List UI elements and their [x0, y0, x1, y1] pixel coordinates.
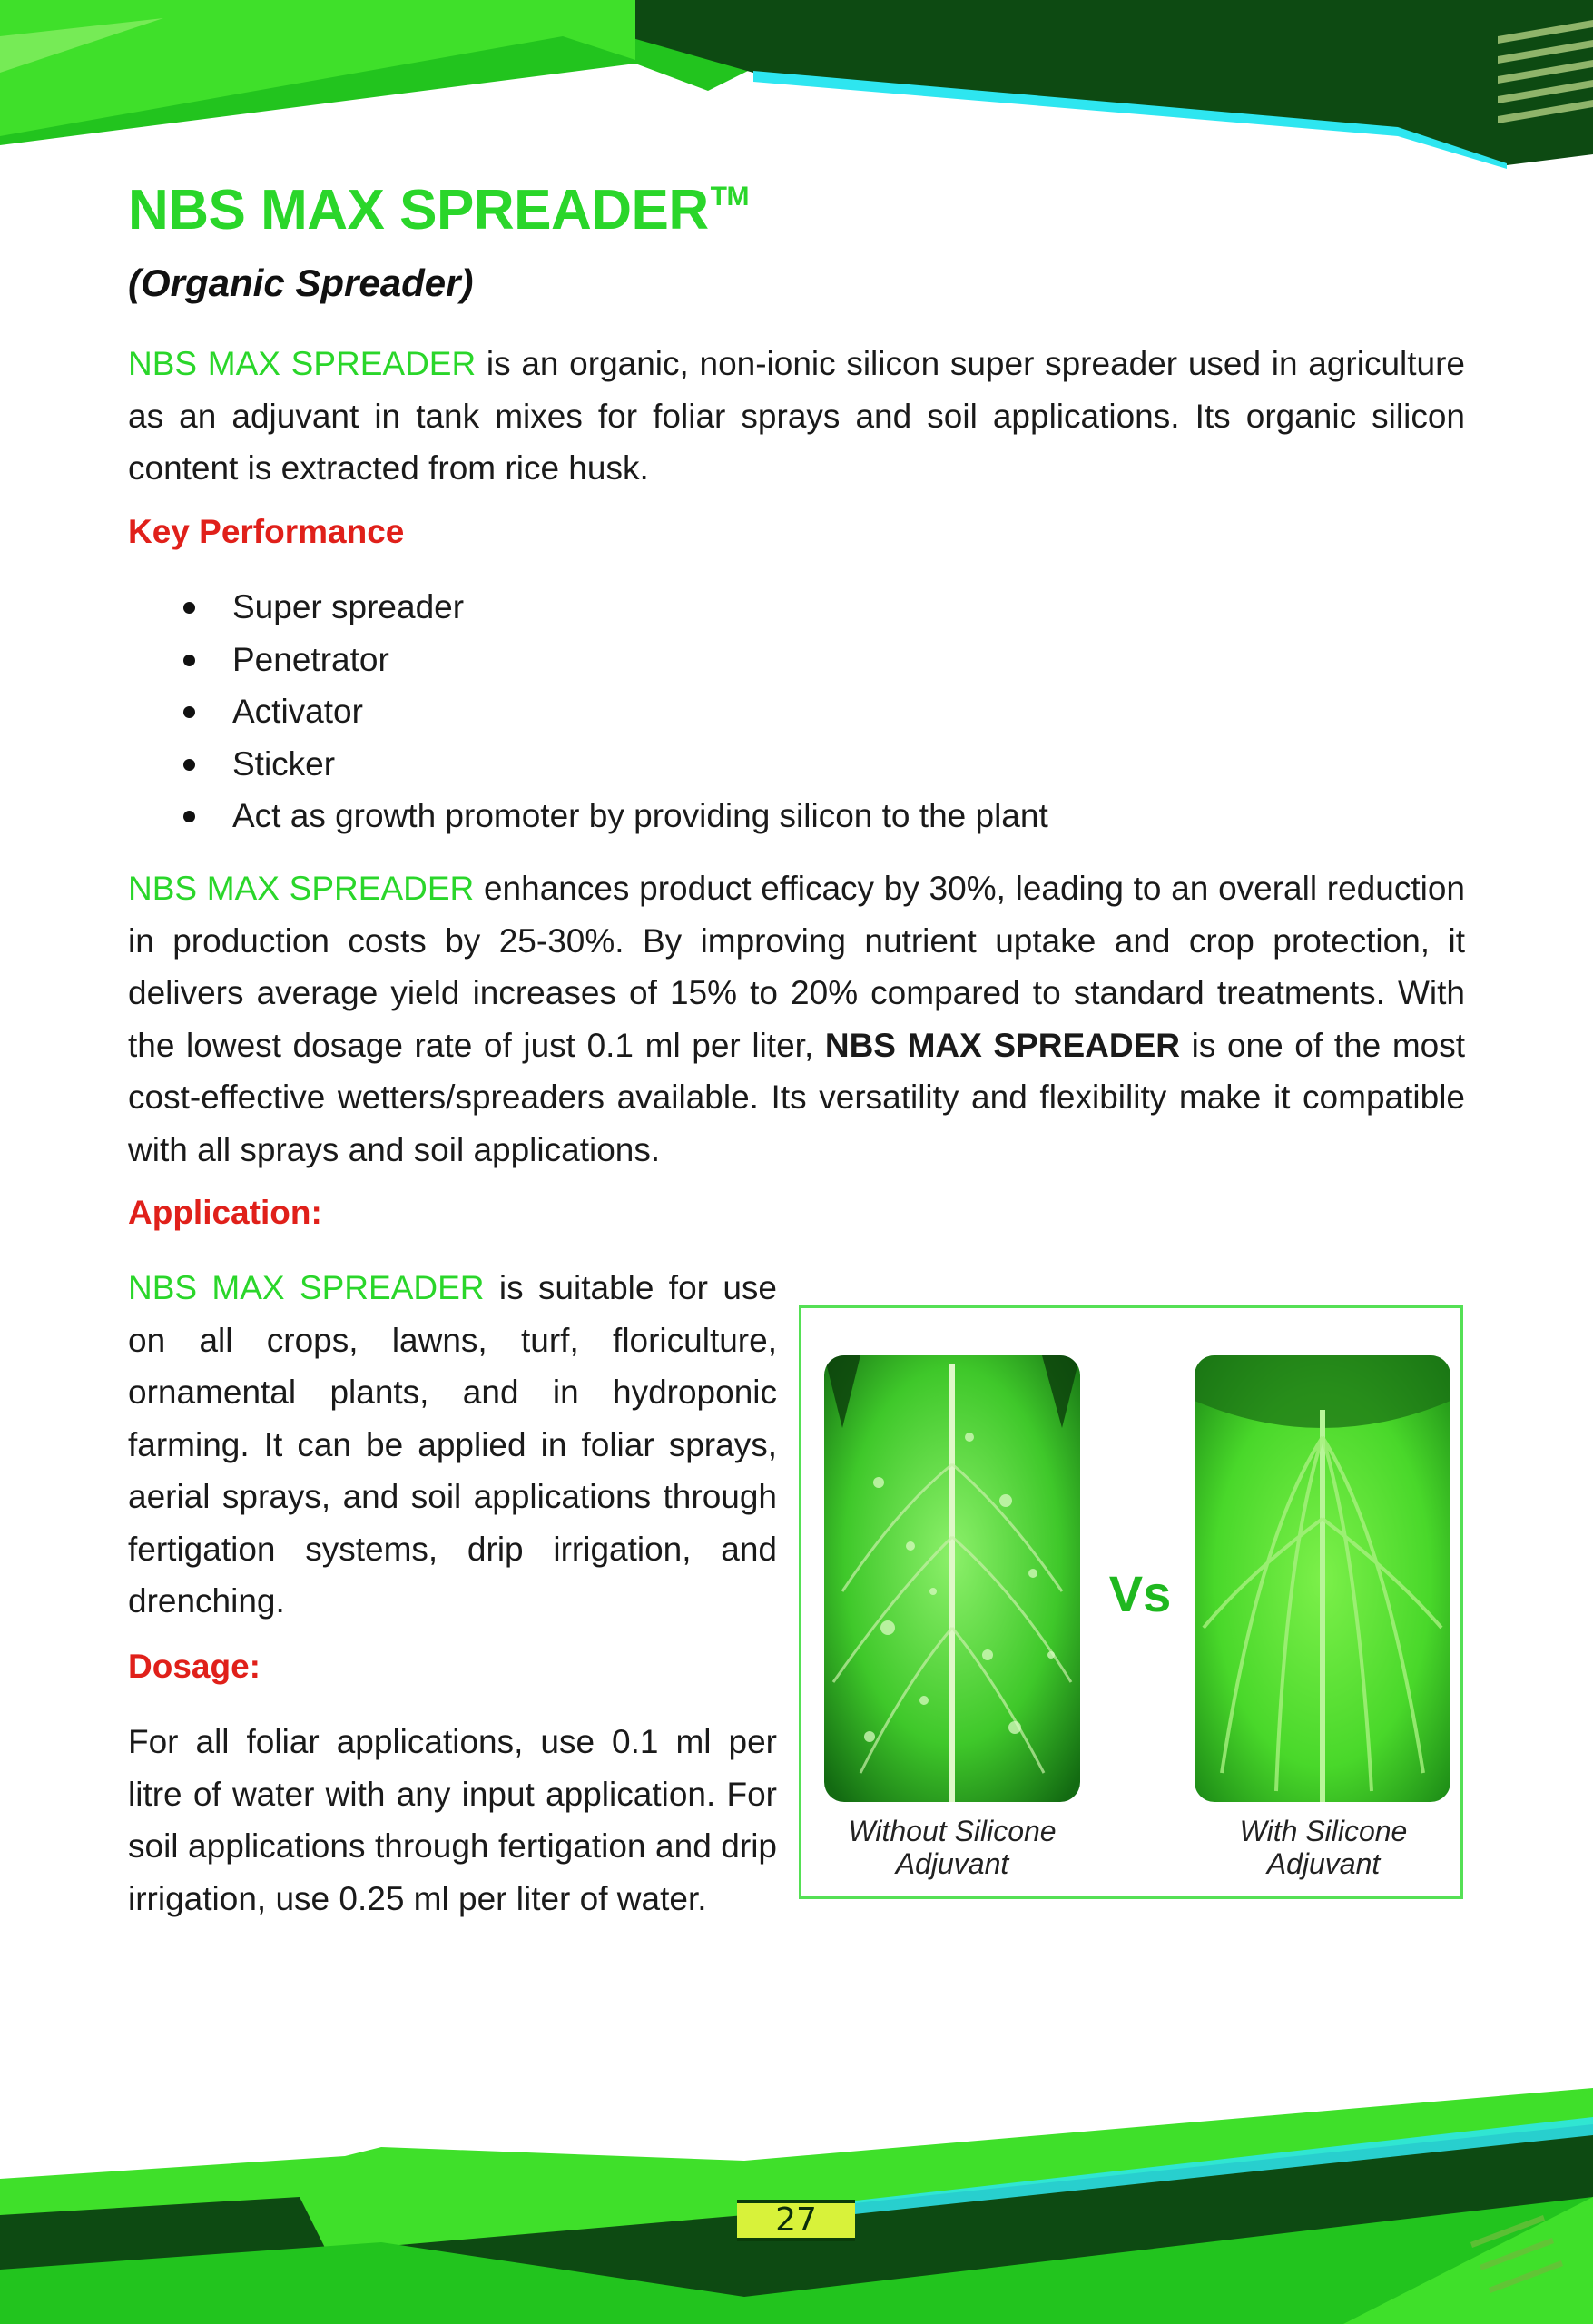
application-paragraph: [128, 1262, 777, 1628]
caption-line: Adjuvant: [895, 1847, 1009, 1880]
application-text: is suitable for use on all crops, lawns, turf, floriculture, ornamental plants, and in hydroponic farming. It can be applied in foliar sprays, aerial sprays, and soil applications through fertigation systems, drip irrigation, and drenching.: [128, 1269, 777, 1620]
list-item: Penetrator: [172, 634, 1048, 686]
intro-text: is an organic, non-ionic silicon super spreader used in agriculture as an adjuvant in tank mixes for foliar sprays and soil applications. Its organic silicon content is extracted from rice husk.: [128, 345, 1465, 487]
title-text: NBS MAX SPREADER: [128, 179, 709, 241]
efficacy-text-2: is one of the most cost-effective wetters/spreaders available. Its versatility and flexibility make it compatible with all sprays and soil applications.: [128, 1026, 1466, 1168]
dosage-paragraph: For all foliar applications, use 0.1 ml per litre of water with any input application. For soil applications through fertigation and drip irrigation, use 0.25 ml per liter of water.: [128, 1723, 777, 1917]
application-heading: Application:: [128, 1194, 322, 1231]
leaf-photo-without-silicone: [824, 1355, 1080, 1802]
versus-label: Vs: [1108, 1565, 1172, 1622]
dosage-heading: Dosage:: [128, 1648, 261, 1685]
efficacy-text-1: enhances product efficacy by 30%, leading to an overall reduction in production costs by 25-30%. By improving nutrient uptake and crop protection, it delivers average yield increases of 15% to 20% compared to standard treatments. With the lowest dosage rate of just 0.1 ml per liter,: [128, 870, 1465, 1064]
caption-without-silicone: [816, 1815, 1088, 1880]
key-performance-list: [172, 581, 1048, 842]
application-brand: NBS MAX SPREADER: [128, 1269, 485, 1306]
caption-line: Adjuvant: [1266, 1847, 1381, 1880]
efficacy-brand-bold: NBS MAX SPREADER: [824, 1026, 1181, 1064]
efficacy-paragraph: [128, 862, 1465, 1176]
page-subtitle: (Organic Spreader): [128, 261, 474, 304]
page-number: 27: [737, 2200, 855, 2241]
list-item: Sticker: [172, 738, 1048, 791]
caption-with-silicone: [1187, 1815, 1460, 1880]
header-decoration: [0, 0, 1593, 182]
leaf-photo-with-silicone: [1195, 1355, 1450, 1802]
footer-decoration: [0, 2061, 1593, 2324]
list-item: Activator: [172, 685, 1048, 738]
caption-line: With Silicone: [1239, 1815, 1408, 1847]
key-performance-heading: Key Performance: [128, 513, 405, 550]
intro-paragraph: [128, 338, 1465, 495]
page-title: [128, 178, 749, 242]
comparison-figure: [799, 1305, 1463, 1899]
trademark-symbol: TM: [710, 182, 749, 212]
intro-brand: NBS MAX SPREADER: [128, 345, 477, 382]
efficacy-brand: NBS MAX SPREADER: [128, 870, 475, 907]
list-item: Act as growth promoter by providing silicon to the plant: [172, 790, 1048, 842]
caption-line: Without Silicone: [848, 1815, 1057, 1847]
list-item: Super spreader: [172, 581, 1048, 634]
